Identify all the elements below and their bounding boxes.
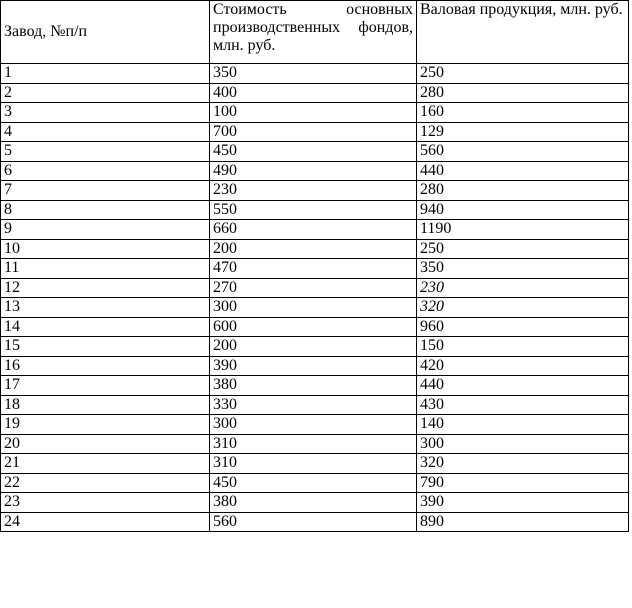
cell-factory: 7 xyxy=(1,181,210,201)
table-row xyxy=(1,142,629,162)
cell-factory: 21 xyxy=(1,454,210,474)
cell-fixed-assets: 380 xyxy=(210,376,417,396)
cell-fixed-assets: 310 xyxy=(210,454,417,474)
table-row xyxy=(1,64,629,84)
cell-factory: 10 xyxy=(1,239,210,259)
cell-gross-output: 960 xyxy=(417,317,629,337)
table-row xyxy=(1,376,629,396)
table-row xyxy=(1,356,629,376)
table-row xyxy=(1,415,629,435)
cell-gross-output: 129 xyxy=(417,122,629,142)
cell-fixed-assets: 310 xyxy=(210,434,417,454)
table-row xyxy=(1,259,629,279)
table-row xyxy=(1,434,629,454)
cell-fixed-assets: 350 xyxy=(210,64,417,84)
cell-gross-output: 890 xyxy=(417,512,629,532)
table-row xyxy=(1,395,629,415)
table-row xyxy=(1,317,629,337)
cell-fixed-assets: 450 xyxy=(210,473,417,493)
table-body xyxy=(1,1,629,532)
table-row xyxy=(1,122,629,142)
cell-fixed-assets: 300 xyxy=(210,415,417,435)
cell-gross-output: 560 xyxy=(417,142,629,162)
cell-gross-output: 280 xyxy=(417,181,629,201)
cell-gross-output: 320 xyxy=(417,298,629,318)
table-row xyxy=(1,473,629,493)
cell-factory: 24 xyxy=(1,512,210,532)
cell-fixed-assets: 560 xyxy=(210,512,417,532)
cell-factory: 18 xyxy=(1,395,210,415)
cell-fixed-assets: 700 xyxy=(210,122,417,142)
cell-factory: 19 xyxy=(1,415,210,435)
table-row xyxy=(1,103,629,123)
cell-gross-output: 440 xyxy=(417,376,629,396)
cell-factory: 11 xyxy=(1,259,210,279)
table-row xyxy=(1,239,629,259)
cell-fixed-assets: 550 xyxy=(210,200,417,220)
cell-factory: 17 xyxy=(1,376,210,396)
table-row xyxy=(1,200,629,220)
table-row xyxy=(1,278,629,298)
cell-factory: 6 xyxy=(1,161,210,181)
cell-factory: 16 xyxy=(1,356,210,376)
cell-factory: 15 xyxy=(1,337,210,357)
table-row xyxy=(1,337,629,357)
cell-fixed-assets: 470 xyxy=(210,259,417,279)
cell-gross-output: 300 xyxy=(417,434,629,454)
cell-gross-output: 350 xyxy=(417,259,629,279)
cell-factory: 5 xyxy=(1,142,210,162)
cell-gross-output: 140 xyxy=(417,415,629,435)
cell-gross-output: 160 xyxy=(417,103,629,123)
cell-factory: 13 xyxy=(1,298,210,318)
cell-factory: 1 xyxy=(1,64,210,84)
cell-gross-output: 230 xyxy=(417,278,629,298)
table-row xyxy=(1,220,629,240)
cell-gross-output: 280 xyxy=(417,83,629,103)
cell-fixed-assets: 300 xyxy=(210,298,417,318)
cell-gross-output: 420 xyxy=(417,356,629,376)
table-header-row xyxy=(1,1,629,64)
table-row xyxy=(1,454,629,474)
cell-gross-output: 150 xyxy=(417,337,629,357)
cell-factory: 23 xyxy=(1,493,210,513)
cell-gross-output: 440 xyxy=(417,161,629,181)
cell-factory: 8 xyxy=(1,200,210,220)
cell-fixed-assets: 490 xyxy=(210,161,417,181)
cell-fixed-assets: 390 xyxy=(210,356,417,376)
cell-factory: 14 xyxy=(1,317,210,337)
table-row xyxy=(1,83,629,103)
cell-fixed-assets: 380 xyxy=(210,493,417,513)
header-gross-output: Валовая продукция, млн. руб. xyxy=(417,1,629,64)
cell-gross-output: 250 xyxy=(417,64,629,84)
cell-gross-output: 790 xyxy=(417,473,629,493)
table-row xyxy=(1,161,629,181)
table-row xyxy=(1,181,629,201)
cell-fixed-assets: 450 xyxy=(210,142,417,162)
cell-fixed-assets: 330 xyxy=(210,395,417,415)
cell-gross-output: 250 xyxy=(417,239,629,259)
table-row xyxy=(1,512,629,532)
cell-factory: 2 xyxy=(1,83,210,103)
cell-factory: 9 xyxy=(1,220,210,240)
cell-factory: 20 xyxy=(1,434,210,454)
cell-factory: 3 xyxy=(1,103,210,123)
cell-factory: 22 xyxy=(1,473,210,493)
cell-gross-output: 320 xyxy=(417,454,629,474)
cell-fixed-assets: 270 xyxy=(210,278,417,298)
header-fixed-assets: Стоимость основных производственных фондов, млн. руб. xyxy=(210,1,417,64)
cell-gross-output: 430 xyxy=(417,395,629,415)
cell-gross-output: 940 xyxy=(417,200,629,220)
cell-gross-output: 390 xyxy=(417,493,629,513)
cell-fixed-assets: 400 xyxy=(210,83,417,103)
table-row xyxy=(1,493,629,513)
cell-gross-output: 1190 xyxy=(417,220,629,240)
cell-fixed-assets: 230 xyxy=(210,181,417,201)
cell-fixed-assets: 100 xyxy=(210,103,417,123)
header-factory: Завод, №п/п xyxy=(1,1,210,64)
cell-fixed-assets: 200 xyxy=(210,337,417,357)
cell-fixed-assets: 200 xyxy=(210,239,417,259)
cell-factory: 12 xyxy=(1,278,210,298)
cell-fixed-assets: 660 xyxy=(210,220,417,240)
cell-factory: 4 xyxy=(1,122,210,142)
table-row xyxy=(1,298,629,318)
cell-fixed-assets: 600 xyxy=(210,317,417,337)
